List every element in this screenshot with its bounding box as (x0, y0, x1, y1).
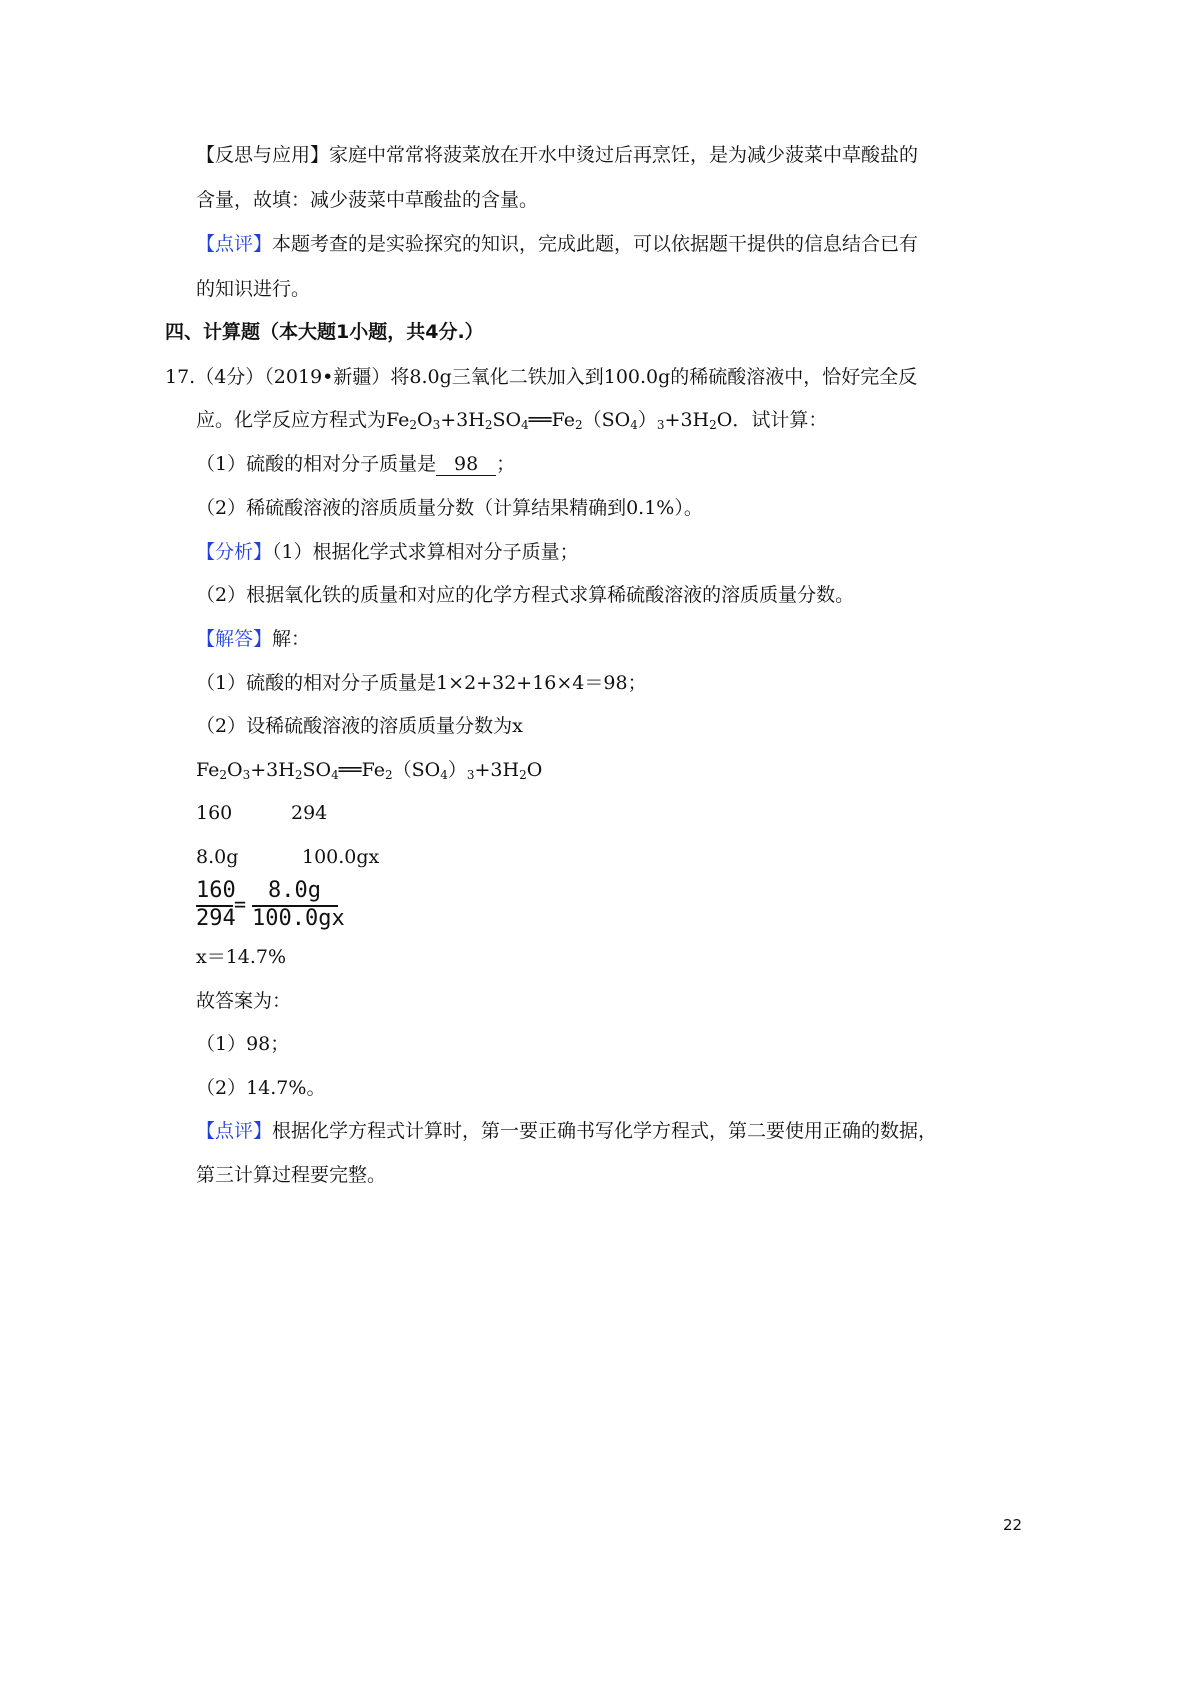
reflection-text-1: 家庭中常常将菠菜放在开水中烫过后再烹饪，是为减少菠菜中草酸盐的 (329, 144, 919, 166)
question-line-2-pre: 应。化学反应方程式为 (196, 409, 387, 431)
comment-1-text-1: 本题考查的是实验探究的知识，完成此题，可以依据题干提供的信息结合已有 (272, 233, 919, 255)
question-line-2-post: ．试计算： (732, 409, 828, 431)
analysis-line-2: （2）根据氧化铁的质量和对应的化学方程式求算稀硫酸溶液的溶质质量分数。 (196, 584, 855, 606)
ratio-row-1-a: 160 (196, 802, 233, 824)
fraction-right-numerator: 8.0g (268, 878, 321, 903)
answer-so: 故答案为： (196, 990, 292, 1012)
fraction-equals: = (234, 892, 247, 916)
answer-header: 【解答】解： (196, 628, 311, 650)
fraction-left-numerator: 160 (196, 878, 236, 903)
section-title: 四、计算题（本大题1小题，共4分.） (165, 321, 484, 343)
question-equation: $Fe_2O_3+3H_2SO_4══Fe_2(SO_4)_3+3H_2O$ (386, 409, 733, 432)
question-line-2 (196, 407, 827, 438)
comment-1-text-2: 的知识进行。 (196, 278, 311, 300)
answer-final-1: （1）98； (196, 1033, 290, 1055)
ratio-row-2-b: 100.0gx (302, 846, 380, 868)
comment-1-line-1 (196, 231, 918, 257)
comment-2-text-2: 第三计算过程要完整。 (196, 1164, 387, 1186)
fraction-left-denominator: 294 (196, 906, 236, 931)
ratio-row-1-b: 294 (291, 802, 328, 824)
ratio-row-2-a: 8.0g (196, 846, 239, 868)
analysis-tag: 【分析】 (196, 541, 273, 563)
answer-equation: $Fe_2O_3+3H_2SO_4══Fe_2(SO_4)_3+3H_2O$ (196, 759, 543, 782)
fraction-right-denominator: 100.0gx (252, 906, 345, 931)
question-part-2: （2）稀硫酸溶液的溶质质量分数（计算结果精确到0.1%）。 (196, 497, 703, 519)
answer-tag: 【解答】 (196, 628, 273, 650)
reflection-text-2: 含量，故填：减少菠菜中草酸盐的含量。 (196, 189, 539, 211)
fraction-equation (196, 878, 346, 934)
comment-2-tag: 【点评】 (196, 1120, 273, 1142)
question-line-1: 17.（4分）（2019•新疆）将8.0g三氧化二铁加入到100.0g的稀硫酸溶液中，恰好完全反 (165, 366, 918, 388)
page-number: 22 (1003, 1516, 1023, 1534)
answer-blank: 98 (436, 453, 496, 476)
comment-1-tag: 【点评】 (196, 233, 273, 255)
reflection-line-1 (196, 142, 918, 168)
answer-final-2: （2）14.7%。 (196, 1077, 326, 1099)
comment-2-line-1: 【点评】根据化学方程式计算时，第一要正确书写化学方程式，第二要使用正确的数据， (196, 1120, 938, 1142)
answer-step-1: （1）硫酸的相对分子质量是1×2+32+16×4＝98； (196, 672, 647, 694)
analysis-line-1: 【分析】（1）根据化学式求算相对分子质量； (196, 541, 579, 563)
reflection-tag: 【反思与应用】 (196, 144, 330, 166)
question-part-1: （1）硫酸的相对分子质量是 98 ； (196, 453, 516, 475)
answer-step-2: （2）设稀硫酸溶液的溶质质量分数为x (196, 715, 523, 737)
answer-result: x＝14.7% (196, 946, 287, 968)
